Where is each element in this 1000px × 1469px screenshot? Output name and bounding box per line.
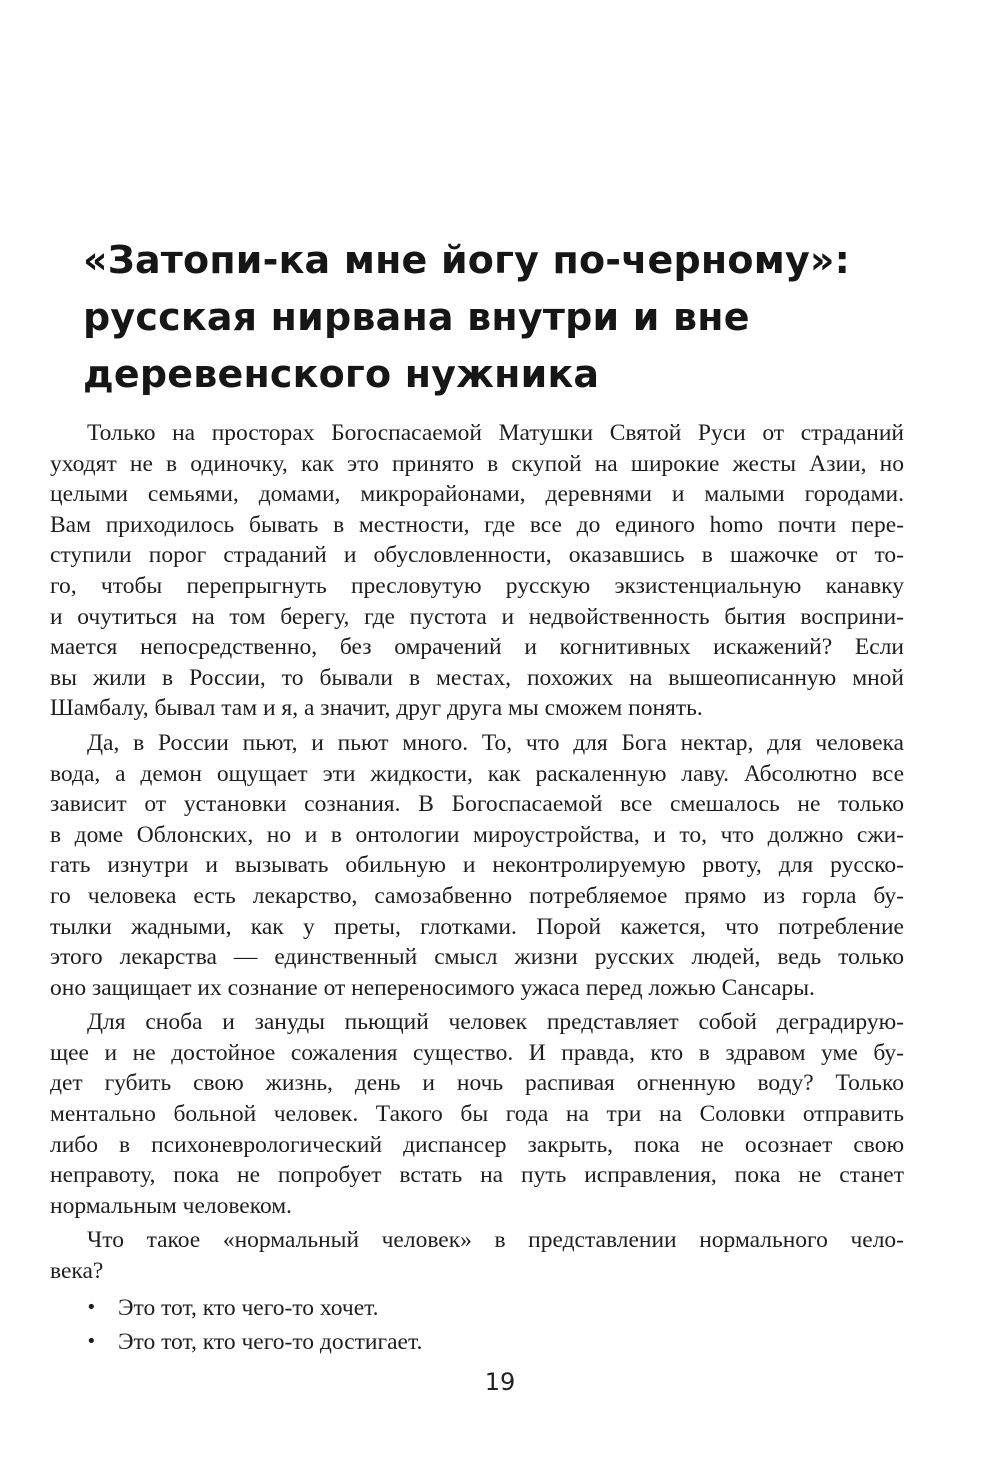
text-line: нормальным человеком. (50, 1192, 293, 1219)
text-line: го человека есть лекарство, самозабвенно потребляемое прямо из горла бу- (50, 882, 904, 909)
text-line: неправоту, пока не попробует встать на путь исправления, пока не станет (50, 1162, 904, 1189)
text-line: Для сноба и зануды пьющий человек представляет собой деградирую- (87, 1009, 904, 1036)
list-item (50, 1325, 904, 1359)
text-line: ментально больной человек. Такого бы года на три на Соловки отправить (50, 1101, 904, 1128)
text-line: вы жили в России, то бывали в местах, похожих на вышеописанную мной (50, 664, 904, 691)
text-line: ступили порог страданий и обусловленности, оказавшись в шажочке от то- (50, 542, 904, 569)
text-line: Да, в России пьют, и пьют много. То, что для Бога нектар, для человека (87, 729, 904, 756)
text-line: тылки жадными, как у преты, глотками. Порой кажется, что потребление (50, 913, 904, 940)
text-line: Только на просторах Богоспасаемой Матушки Святой Руси от страданий (87, 420, 904, 446)
chapter-title (83, 232, 943, 403)
text-line: го, чтобы перепрыгнуть пресловутую русскую экзистенциальную канавку (50, 572, 904, 599)
body-text (50, 418, 904, 1359)
text-line: дет губить свою жизнь, день и ночь распивая огненную воду? Только (50, 1070, 904, 1097)
text-line: уходят не в одиночку, как это принято в скупой на широкие жесты Азии, но (50, 450, 904, 477)
bullet-list (50, 1291, 904, 1359)
text-line: либо в психоневрологический диспансер закрыть, пока не осознает свою (50, 1131, 904, 1158)
text-line: в доме Облонских, но и в онтологии мироустройства, и то, что должно сжи- (50, 821, 904, 848)
bullet-marker: • (86, 1296, 97, 1318)
paragraph-3 (50, 1007, 904, 1221)
text-line: и очутиться на том берегу, где пустота и недвойственность бытия восприни- (50, 603, 904, 630)
text-line: Что такое «нормальный человек» в представлении нормального чело- (87, 1227, 904, 1254)
list-item-text: Это тот, кто чего-то хочет. (118, 1294, 379, 1321)
list-item-text: Это тот, кто чего-то достигает. (118, 1328, 423, 1355)
chapter-title-line: русская нирвана внутри и вне (83, 295, 750, 339)
text-line: гать изнутри и вызывать обильную и неконтролируемую рвоту, для русско- (50, 852, 904, 879)
text-line: века? (50, 1258, 104, 1285)
text-line: Вам приходилось бывать в местности, где все до единого homo почти пере- (50, 511, 904, 538)
chapter-title-line: деревенского нужника (83, 352, 600, 396)
bullet-marker: • (86, 1330, 97, 1352)
paragraph-4 (50, 1225, 904, 1286)
text-line: щее и не достойное сожаления существо. И правда, кто в здравом уме бу- (50, 1039, 904, 1066)
text-line: этого лекарства — единственный смысл жизни русских людей, ведь только (50, 944, 904, 971)
paragraph-2 (50, 728, 904, 1003)
text-line: мается непосредственно, без омрачений и когнитивных искажений? Если (50, 634, 904, 661)
text-line: Шамбалу, бывал там и я, а значит, друг друга мы сможем понять. (50, 695, 703, 722)
paragraph-1 (50, 418, 904, 724)
text-line: вода, а демон ощущает эти жидкости, как раскаленную лаву. Абсолютно все (50, 760, 904, 787)
list-item (50, 1291, 904, 1325)
text-line: зависит от установки сознания. В Богоспасаемой все смешалось не только (50, 791, 904, 818)
text-line: оно защищает их сознание от непереносимого ужаса перед ложью Сансары. (50, 974, 815, 1001)
page-number: 19 (484, 1368, 516, 1396)
chapter-title-line: «Затопи-ка мне йогу по-черному»: (83, 238, 851, 282)
text-line: целыми семьями, домами, микрорайонами, деревнями и малыми городами. (50, 481, 904, 508)
